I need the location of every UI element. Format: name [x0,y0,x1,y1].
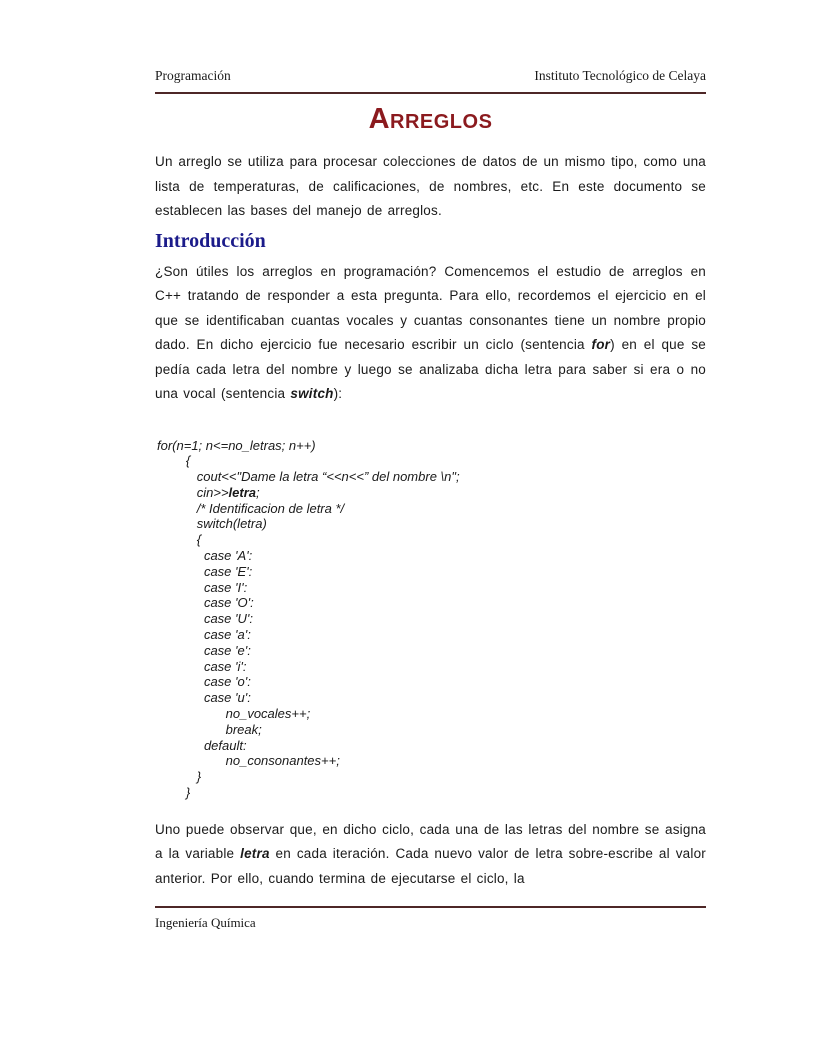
code-line: case 'A': [157,548,253,564]
code-line: case 'U': [157,611,253,627]
document-title: Arreglos [368,103,493,135]
code-block [157,438,706,801]
header-rule [155,92,706,94]
code-line: case 'I': [157,579,248,595]
code-line: no_consonantes++; [157,753,340,769]
code-line: no_vocales++; [157,706,311,722]
code-line: default: [157,737,247,753]
code-line: case 'O': [157,595,254,611]
document-body [155,150,706,891]
code-line: case 'o': [157,674,251,690]
code-line: for(n=1; n<=no_letras; n++) [157,437,316,453]
code-line: case 'i': [157,658,247,674]
body-paragraph: ¿Son útiles los arreglos en programación? Comencemos el estudio de arreglos en C++ tratando de responder a esta pregunta. Para ello, recordemos el ejercicio en el que se identificaban cuantas vocales y cuantas consonantes tiene un nombre propio dado. En dicho ejercicio fue necesario escribir un ciclo (sentencia for) en el que se pedía cada letra del nombre y luego se analizaba dicha letra para saber si era o no una vocal (sentencia switch): [155,263,707,401]
code-line: { [157,453,191,469]
code-line: cout<<"Dame la letra “<<n<<” del nombre \n"; [157,469,460,485]
closing-paragraph: Uno puede observar que, en dicho ciclo, cada una de las letras del nombre se asigna a la variable letra en cada iteración. Cada nuevo valor de letra sobre-escribe al valor anterior. Por ello, cuando termina de ejecutarse el ciclo, la [155,821,706,886]
code-line: { [157,532,202,548]
code-line: case 'e': [157,642,251,658]
intro-paragraph: Un arreglo se utiliza para procesar colecciones de datos de un mismo tipo, como una lista de temperaturas, de calificaciones, de nombres, etc. En este documento se establecen las bases del manejo de arreglos. [155,154,706,218]
code-line: case 'a': [157,627,251,643]
footer-label: Ingeniería Química [155,915,256,930]
code-line: switch(letra) [157,516,267,532]
code-line: cin>>letra; [157,484,260,500]
header-institution-label: Instituto Tecnológico de Celaya [534,68,706,83]
code-line: } [157,785,191,801]
code-line: case 'u': [157,690,251,706]
code-line: case 'E': [157,563,253,579]
header-course-label: Programación [155,68,231,83]
code-line: } [157,769,202,785]
footer-rule [155,906,706,908]
page-header [155,68,706,84]
code-line: /* Identificacion de letra */ [157,500,345,516]
code-line: break; [157,721,262,737]
section-heading-introduccion: Introducción [155,229,266,252]
